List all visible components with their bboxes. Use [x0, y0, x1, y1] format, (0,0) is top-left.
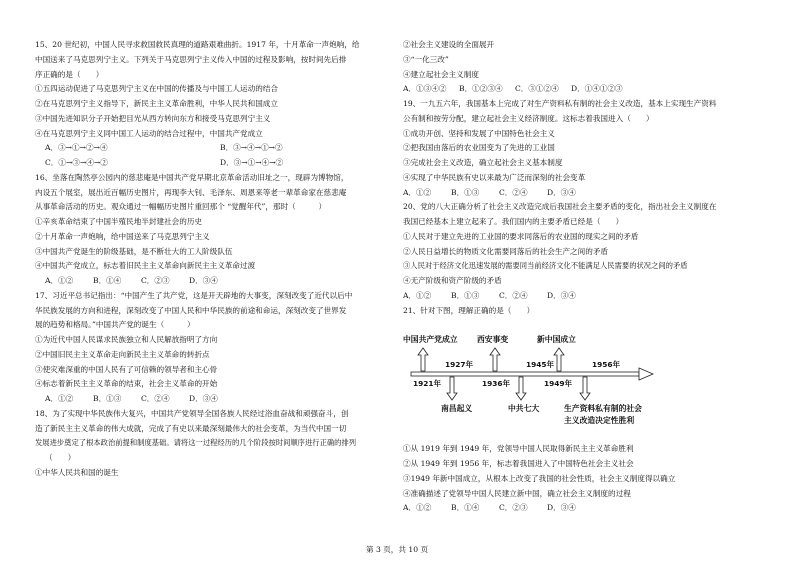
option-statement: ④中国共产党成立，标志着旧民主主义革命向新民主主义革命过渡: [35, 261, 256, 271]
answer-choices-row: [35, 156, 393, 171]
choice-b: B．①④: [93, 276, 122, 285]
question-text: 华民族发展的方向和进程，深刻改变了中国人民和中华民族的前途和命运，深刻改变了世界发: [35, 305, 347, 315]
question-19: [403, 97, 775, 200]
option-statement: ①成功开创、坚持和发展了中国特色社会主义: [403, 128, 555, 138]
option-statement: ①人民对于建立先进的工业国的要求同落后的农业国的现实之间的矛盾: [403, 231, 639, 241]
question-text: 造了新民主主义革命的伟大成就，完成了有史以来最深刻最伟大的社会变革，为当代中国一切: [35, 423, 347, 433]
option-statement: ④建立起社会主义制度: [403, 69, 479, 79]
option-statement: ③完成社会主义改造，确立起社会主义基本制度: [403, 158, 563, 167]
page-footer: 第 3 页，共 10 页: [365, 545, 429, 554]
year-1949: 1949年: [544, 379, 572, 389]
event-seventh-congress: 中共七大: [508, 404, 540, 414]
event-nanchang-uprising: 南昌起义: [441, 404, 473, 414]
choice-d: D．①④①②③: [571, 84, 623, 94]
up-arrow-icon: [418, 348, 428, 371]
choice-d: D．③④: [189, 394, 218, 403]
choice-a: A．③→①→②→④: [45, 143, 108, 153]
question-text: 15、20 世纪初，中国人民寻求救国救民真理的道路艰难曲折。1917 年，十月革命一声炮响，给: [35, 40, 360, 49]
answer-choices-row: [35, 392, 393, 407]
choice-c: C．②④: [499, 290, 528, 300]
option-statement: ③人民对于经济文化迅速发展的需要同当前经济文化不能满足人民需要的状况之间的矛盾: [403, 261, 688, 271]
option-statement: ①中华人民共和国的诞生: [35, 467, 119, 477]
answer-choices-row: [403, 82, 775, 97]
option-statement: ①辛亥革命结束了中国半殖民地半封建社会的历史: [35, 217, 203, 226]
option-statement: ①五四运动促进了马克思列宁主义在中国的传播及与中国工人运动的结合: [35, 84, 278, 94]
question-text: 19、一九五六年，我国基本上完成了对生产资料私有制的社会主义改造，基本上实现生产资料: [403, 99, 717, 108]
option-statement: ④实现了中华民族有史以来最为广泛而深刻的社会变革: [403, 172, 586, 182]
year-1936: 1936年: [482, 379, 510, 389]
choice-a: A．①②: [45, 276, 74, 285]
answer-choices-row: [403, 186, 775, 201]
answer-choices-row: [403, 501, 775, 516]
answer-choices-row: [35, 141, 393, 156]
down-arrow-icon: [580, 377, 590, 400]
year-1921: 1921年: [413, 379, 441, 389]
choice-b: B．①③: [451, 187, 480, 197]
choice-a: A．①②: [45, 394, 74, 403]
question-text: 中国送来了马克思列宁主义。下列关于马克思列宁主义传入中国的过程及影响，按时间先后排: [35, 54, 347, 64]
choice-d: D．③④: [547, 187, 576, 197]
option-statement: ②从 1949 年到 1956 年，标志着我国进入了中国特色社会主义社会: [403, 459, 634, 468]
choice-d: D．③④: [189, 276, 218, 285]
choice-b: B．①②③④: [459, 84, 503, 94]
choice-c: C．②③: [499, 503, 528, 513]
question-text: 公有制和按劳分配，建立起社会主义经济制度。这标志着我国进入（ ）: [403, 113, 654, 123]
right-column: [403, 38, 775, 516]
year-1956: 1956年: [592, 360, 620, 370]
choice-c: C．②④: [141, 394, 170, 403]
timeline-arrowhead-icon: [639, 368, 653, 380]
choice-d: D．③④: [547, 290, 576, 300]
option-statement: ②在马克思列宁主义指导下，新民主主义革命胜利，中华人民共和国成立: [35, 99, 278, 108]
down-arrow-icon: [516, 377, 526, 400]
event-ccp-founded: 中国共产党成立: [403, 335, 458, 345]
question-21: [403, 304, 775, 517]
choice-b: B．①③: [93, 394, 122, 403]
question-18-continued: [403, 38, 775, 97]
question-text: 18、为了实现中华民族伟大复兴，中国共产党领导全国各族人民经过浴血奋战和顽强奋斗，创: [35, 408, 349, 418]
question-text: 17、习近平总书记指出：“中国产生了共产党，这是开天辟地的大事变，深刻改变了近代以后中: [35, 290, 353, 300]
question-text: 21、针对下图，理解正确的是（ ）: [403, 305, 535, 315]
choice-d: D．③→①→④→②: [220, 158, 284, 167]
up-arrow-icon: [554, 348, 564, 371]
down-arrow-icon: [447, 377, 457, 400]
option-statement: ④标志着新民主主义革命的结束，社会主义革命的开始: [35, 379, 218, 389]
question-18: [35, 407, 393, 481]
choice-a: A．①②: [403, 290, 432, 300]
option-statement: ③“一化三改”: [403, 54, 449, 64]
choice-a: A．①②: [403, 503, 432, 513]
option-statement: ④无产阶级和资产阶级的矛盾: [403, 276, 502, 285]
answer-choices-row: [35, 274, 393, 289]
option-statement: ①为近代中国人民谋求民族独立和人民解放指明了方向: [35, 335, 218, 344]
option-statement: ③中国先进知识分子开始把目光从西方转向东方和接受马克思列宁主义: [35, 113, 271, 123]
year-1927: 1927年: [445, 360, 473, 370]
year-1945: 1945年: [526, 360, 554, 370]
timeline-axis: [411, 372, 639, 376]
choice-c: C．②④: [499, 187, 528, 197]
option-statement: ③使灾难深重的中国人民有了可信赖的领导者和主心骨: [35, 364, 218, 374]
option-statement: ③1949 年新中国成立，从根本上改变了我国的社会性质，社会主义制度得以确立: [403, 473, 676, 483]
option-statement: ④在马克思列宁主义同中国工人运动的结合过程中，中国共产党成立: [35, 128, 263, 138]
choice-c: C．①→③→④→②: [45, 158, 108, 167]
history-timeline-diagram: [403, 319, 775, 441]
choice-b: B．①③: [451, 290, 480, 300]
up-arrow-icon: [490, 348, 500, 371]
event-socialist-transformation-line2: 主义改造决定性胜利: [564, 416, 635, 426]
event-socialist-transformation: 生产资料私有制的社会: [564, 404, 642, 414]
question-text: 发展进步奠定了根本政治前提和制度基础。请将这一过程经历的几个阶段按时间顺序进行正确的排列: [35, 438, 357, 448]
question-15: [35, 38, 393, 171]
choice-b: B．①④: [451, 503, 480, 513]
question-text: 内设五个展室，展出近百幅历史图片，再现李大钊、毛泽东、周恩来等老一辈革命家在慈悲庵: [35, 187, 347, 197]
question-text: 展的趋势和格局。”中国共产党的诞生（ ）: [35, 320, 195, 330]
choice-b: B．③→④→①→②: [220, 143, 283, 153]
choice-c: C．②③: [141, 276, 170, 285]
answer-choices-row: [403, 289, 775, 304]
option-statement: ④准确描述了党领导中国人民建立新中国，确立社会主义制度的过程: [403, 488, 631, 498]
option-statement: ②中国旧民主主义革命走向新民主主义革命的转折点: [35, 349, 210, 359]
question-text: 我国已经基本上建立起来了。我们国内的主要矛盾已经是（ ）: [403, 217, 624, 226]
choice-a: A．①②: [403, 187, 432, 197]
event-xian-incident: 西安事变: [477, 335, 509, 345]
event-new-china-founded: 新中国成立: [537, 335, 576, 345]
option-statement: ②人民日益增长的物质文化需要同落后的社会生产之间的矛盾: [403, 246, 609, 256]
option-statement: ②社会主义建设的全面展开: [403, 40, 495, 49]
option-statement: ③中国共产党诞生的阶级基础，是不断壮大的工人阶级队伍: [35, 246, 233, 256]
question-text: 20、党的八大正确分析了社会主义改造完成后我国社会主要矛盾的变化，指出社会主义制度在: [403, 202, 717, 212]
option-statement: ②把我国由落后的农业国变为了先进的工业国: [403, 143, 555, 153]
question-text: 16、坐落在陶然亭公园内的慈悲庵是中国共产党早期北京革命活动旧址之一，现辟为博物馆，: [35, 172, 349, 182]
question-20: [403, 200, 775, 303]
question-text: 序正确的是（ ）: [35, 69, 104, 79]
choice-c: C．③①②④: [515, 84, 559, 94]
option-statement: ①从 1919 年到 1949 年，党领导中国人民取得新民主主义革命胜利: [403, 444, 634, 454]
answer-blank: （ ）: [45, 453, 76, 462]
question-17: [35, 289, 393, 407]
left-column: [35, 38, 393, 481]
choice-a: A．①③④②: [403, 84, 447, 94]
question-16: [35, 171, 393, 289]
question-text: 从事革命活动的历史。观众通过一幅幅历史图片重回那个 “觉醒年代”，那时（ ）: [35, 202, 327, 212]
choice-d: D．③④: [547, 503, 576, 513]
option-statement: ②十月革命一声炮响，给中国送来了马克思列宁主义: [35, 231, 210, 241]
